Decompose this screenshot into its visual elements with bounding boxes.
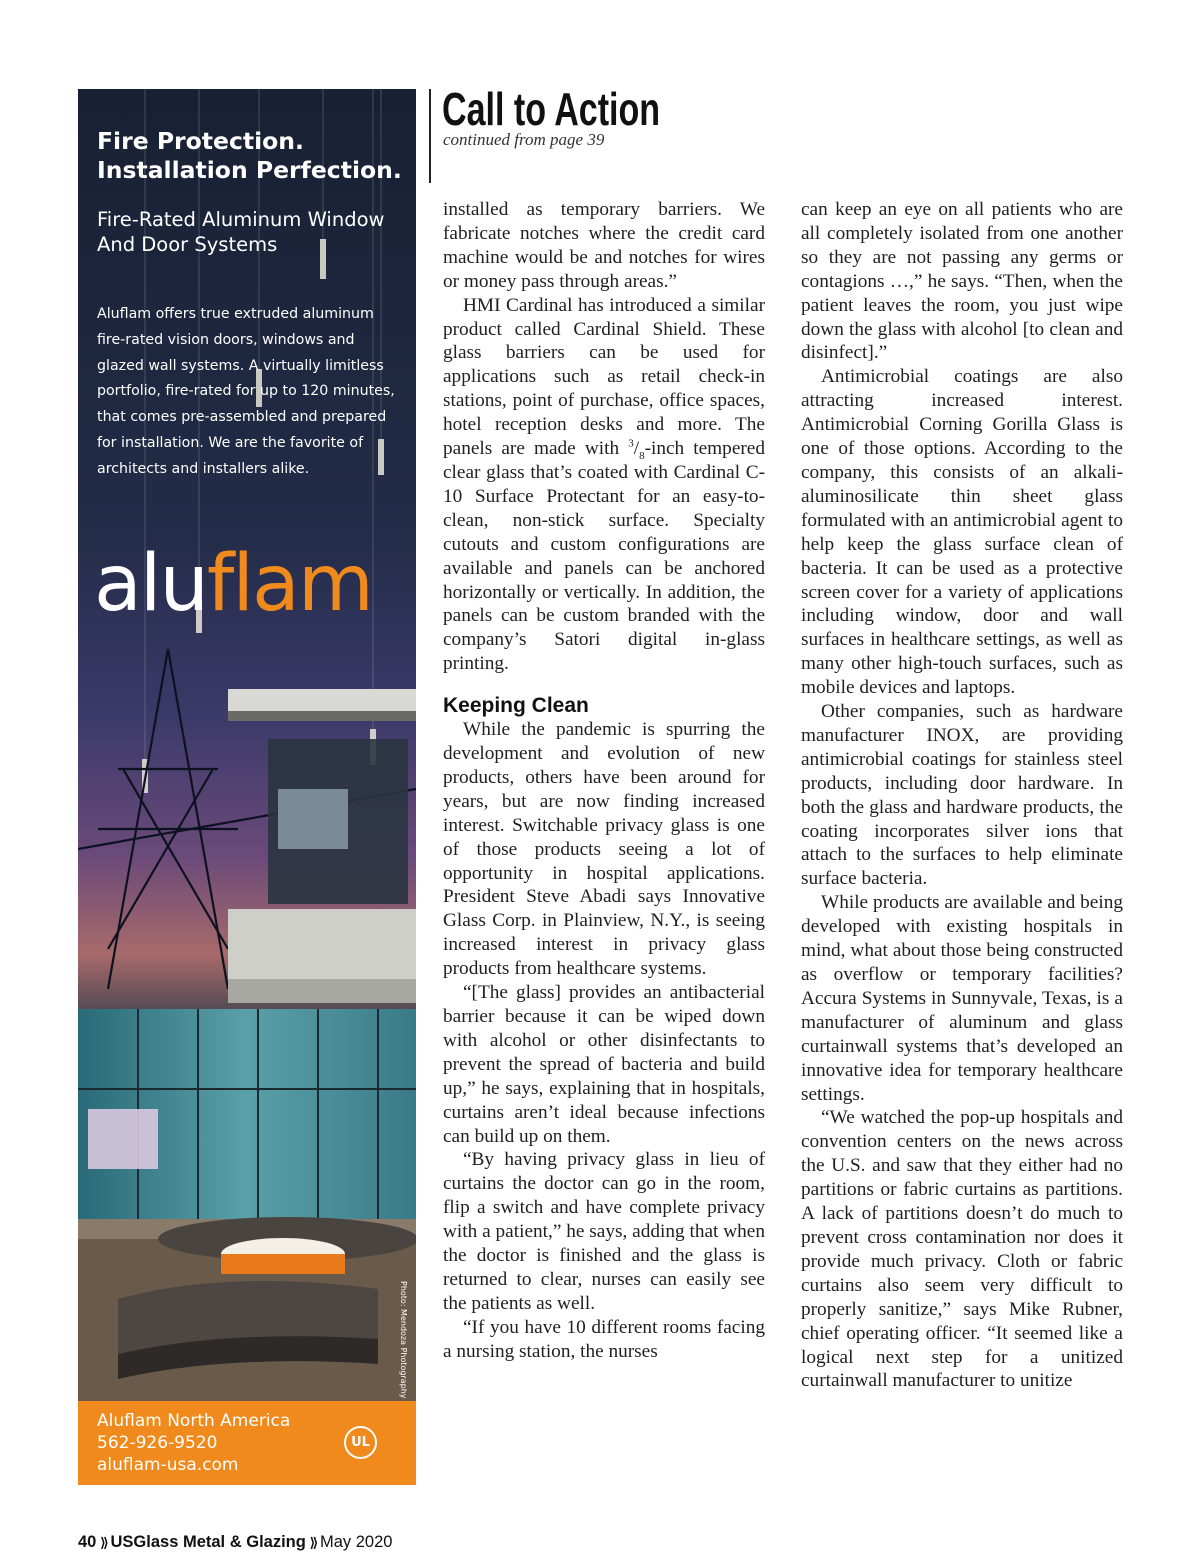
ad-subheadline (97, 207, 404, 257)
ad-subheadline-line-1: Fire-Rated Aluminum Window (97, 208, 385, 231)
paragraph: Antimicrobial coatings are also attracting increased interest. Antimicrobial Corning Gorilla Glass is one of those options. According to the company, this consists of an alkali-aluminosilicate thin sheet glass formulated with an antimicrobial agent to help keep the glass surface clean of bacteria. It can be used as a protective screen cover for a variety of applications including window, door and wall surfaces in healthcare settings, as well as many other high-touch surfaces, such as mobile devices and laptops. (801, 366, 1123, 699)
issue-date: May 2020 (319, 1533, 393, 1551)
article-title: Call to Action (442, 83, 661, 135)
ad-headline (97, 127, 404, 185)
header-rule (429, 89, 431, 183)
contact-company: Aluflam North America (97, 1411, 291, 1431)
ad-contact-bar (78, 1401, 416, 1485)
aluflam-advertisement (78, 89, 416, 1485)
ad-headline-line-2: Installation Perfection. (97, 156, 402, 184)
paragraph: While products are available and being developed with existing hospitals in mind, what about those being constructed as overflow or temporary facilities? Accura Systems in Sunnyvale, Texas, is a manufacturer of aluminum and glass curtainwall systems that’s developed an innovative idea for temporary healthcare settings. (801, 892, 1123, 1105)
paragraph: Other companies, such as hardware manufacturer INOX, are providing antimicrobial coatings for stainless steel products, including door hardware. In both the glass and hardware products, the coating incorporates silver ions that attach to the surfaces to help eliminate surface bacteria. (801, 701, 1123, 890)
paragraph: “By having privacy glass in lieu of curtains the doctor can go in the room, flip a switch and have complete privacy with a patient,” he says, adding that when the doctor is finished and the glass is returned to clear, nurses can easily see the patients as well. (443, 1149, 765, 1314)
paragraph: can keep an eye on all patients who are all completely isolated from one another so they are not passing any germs or contagions …,” he says. “Then, when the patient leaves the room, you just wipe down the glass with alcohol [to clean and disinfect].” (801, 199, 1123, 364)
logo-flam: flam (206, 539, 372, 629)
paragraph: “If you have 10 different rooms facing a nursing station, the nurses (443, 1316, 765, 1362)
ul-certification-icon: UL (344, 1426, 377, 1459)
chevron-separator-icon: ⟩⟩ (309, 1535, 316, 1550)
aluflam-logo (94, 539, 372, 629)
paragraph (443, 294, 765, 677)
section-subhead: Keeping Clean (443, 694, 589, 718)
logo-alu: alu (94, 539, 207, 629)
fraction-slash: / (633, 438, 640, 460)
article-column-1 (443, 198, 765, 1364)
page-number: 40 (78, 1533, 97, 1551)
chevron-separator-icon: ⟩⟩ (100, 1535, 107, 1550)
paragraph: “[The glass] provides an antibacterial barrier because it can be wiped down with alcohol or other disinfectants to prevent the spread of bacteria and build up,” he says, explaining that in hospitals, curtains aren’t ideal because infections can build up on them. (443, 982, 765, 1147)
ad-background-photo (78, 89, 416, 1485)
fraction-denominator: 8 (639, 449, 645, 462)
paragraph: “We watched the pop-up hospitals and convention centers on the news across the U.S. and saw that they either had no partitions or fabric curtains as partitions. A lack of partitions doesn’t do much to prevent cross contamination nor does it provide much privacy. Cloth or fabric curtains also seem very difficult to properly sanitize,” says Mike Rubner, chief operating officer. “It seemed like a logical next step for a unitized curtainwall manufacturer to unitize (801, 1107, 1123, 1392)
paragraph: installed as temporary barriers. We fabricate notches where the credit card machine would be and notches for wires or money pass through areas.” (443, 199, 765, 292)
ad-subheadline-line-2: And Door Systems (97, 233, 278, 256)
contact-phone: 562-926-9520 (97, 1433, 218, 1453)
ad-headline-line-1: Fire Protection. (97, 127, 304, 155)
article-column-2 (801, 198, 1123, 1393)
contact-website: aluflam-usa.com (97, 1455, 239, 1475)
text-run: HMI Cardinal has introduced a similar product called Cardinal Shield. These glass barriers can be used for applications such as retail check-in stations, point of purchase, office spaces, hotel reception desks and more. The panels are made with (443, 294, 765, 460)
page-footer (78, 1533, 392, 1552)
photo-credit: Photo: Mendoza Photography (399, 1281, 408, 1399)
text-run: -inch tempered clear glass that’s coated with Cardinal C-10 Surface Protectant for an easy-to-clean, non-stick surface. Specialty cutouts and custom configurations are available and panels can be anchored horizontally or vertically. In addition, the panels can be custom branded with the company’s Satori digital in-glass printing. (443, 438, 766, 675)
publication-name: USGlass Metal & Glazing (110, 1533, 306, 1551)
ad-body-copy: Aluflam offers true extruded aluminum fire-rated vision doors, windows and glazed wall systems. A virtually limitless portfolio, fire-rated for up to 120 minutes, that comes pre-assembled and prepared for installation. We are the favorite of architects and installers alike. (97, 306, 395, 477)
continued-note: continued from page 39 (443, 130, 605, 149)
paragraph: While the pandemic is spurring the development and evolution of new products, others have been around for years, but are now finding increased interest. Switchable privacy glass is one of those products seeing a lot of opportunity in hospital applications. President Steve Abadi says Innovative Glass Corp. in Plainview, N.Y., is seeing increased interest in privacy glass products from healthcare systems. (443, 719, 765, 980)
fraction-numerator: 3 (628, 437, 634, 450)
